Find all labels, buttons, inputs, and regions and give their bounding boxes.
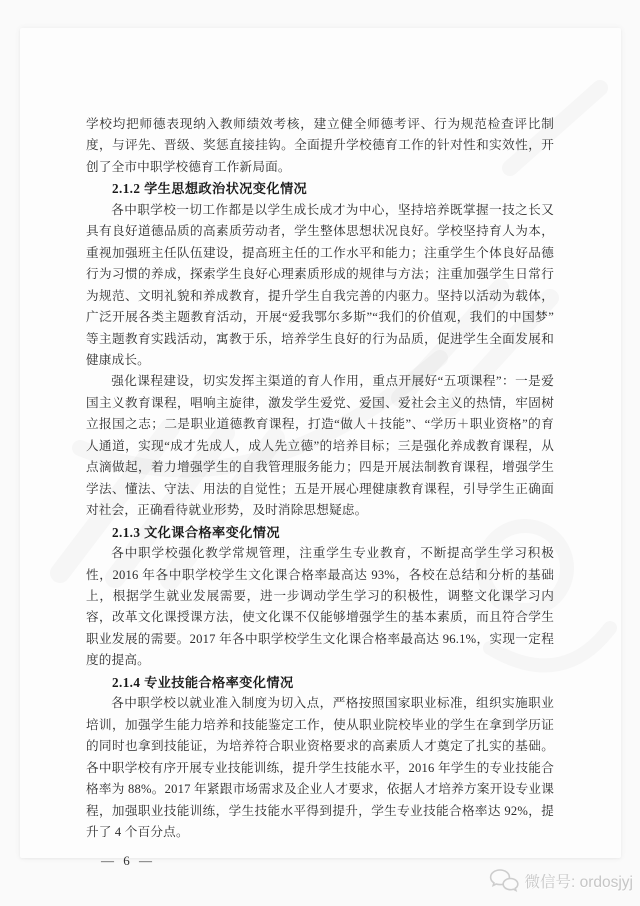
body-paragraph: 强化课程建设，切实发挥主渠道的育人作用，重点开展好“五项课程”：一是爱国主义教育课程，唱响主旋律，激发学生爱党、爱国、爱社会主义的热情，牢固树立报国之志；二是职业道德教育课程，打造“做人＋技能”、“学历＋职业资格”的育人通道，实现“成才先成人，成人先立德”的培养目标；三是强化养成教育课程，从点滴做起，着力增强学生的自我管理服务能力；四是开展法制教育课程，增强学生学法、懂法、守法、用法的自觉性；五是开展心理健康教育课程，引导学生正确面对社会，正确看待就业形势，及时消除思想疑虑。 — [86, 374, 554, 518]
page-number: — 6 — — [101, 853, 155, 869]
body-paragraph: 各中职学校强化教学常规管理，注重学生专业教育，不断提高学生学习积极性，2016 年各中职学校学生文化课合格率最高达 93%，各校在总结和分析的基础上，根据学生就业发展需要，进一步调动学生学习的积极性，调整文化课学习内容，改革文化课授课方法，使文化课不仅能够增强学生的基本素质，而且符合学生职业发展的需要。2017 年各中职学校学生文化课合格率最高达 96.1%，实现一定程度的提高。 — [86, 546, 554, 668]
section-heading: 2.1.2 学生思想政治状况变化情况 — [112, 181, 308, 197]
scanned-document-page — [20, 28, 621, 869]
wechat-icon — [489, 868, 519, 893]
section-heading: 2.1.4 专业技能合格率变化情况 — [112, 674, 294, 690]
section-heading: 2.1.3 文化课合格率变化情况 — [112, 524, 280, 540]
body-paragraph: 学校均把师德表现纳入教师绩效考核，建立健全师德考评、行为规范检查评比制度，与评先、晋级、奖惩直接挂钩。全面提升学校德育工作的针对性和实效性，开创了全市中职学校德育工作新局面。 — [86, 117, 554, 174]
document-body — [86, 114, 554, 872]
body-paragraph: 各中职学校以就业准入制度为切入点，严格按照国家职业标准，组织实施职业培训，加强学生能力培养和技能鉴定工作，使从职业院校毕业的学生在拿到学历证的同时也拿到技能证，为培养符合职业资格要求的高素质人才奠定了扎实的基础。各中职学校有序开展专业技能训练，提升学生技能水平，2016 年学生的专业技能合格率为 88%。2017 年紧跟市场需求及企业人才要求，依据人才培养方案开设专业课程，加强职业技能训练，学生技能水平得到提升，学生专业技能合格率达 92%，提升了 4 个百分点。 — [86, 696, 554, 839]
body-paragraph: 各中职学校一切工作都是以学生成长成才为中心，坚持培养既掌握一技之长又具有良好道德品质的高素质劳动者，学生整体思想状况良好。学校坚持育人为本，重视加强班主任队伍建设，提高班主任的工作水平和能力；注重学生个体良好品德行为习惯的养成，探索学生良好心理素质形成的规律与方法；注重加强学生日常行为规范、文明礼貌和养成教育，提升学生自我完善的内驱力。坚持以活动为载体，广泛开展各类主题教育活动，开展“爱我鄂尔多斯”“我们的价值观，我们的中国梦”等主题教育实践活动，寓教于乐，培养学生良好的行为品质，促进学生全面发展和健康成长。 — [86, 202, 554, 367]
wechat-account-watermark — [489, 868, 633, 893]
wechat-account-label: 微信号: ordosjyj — [524, 873, 633, 891]
